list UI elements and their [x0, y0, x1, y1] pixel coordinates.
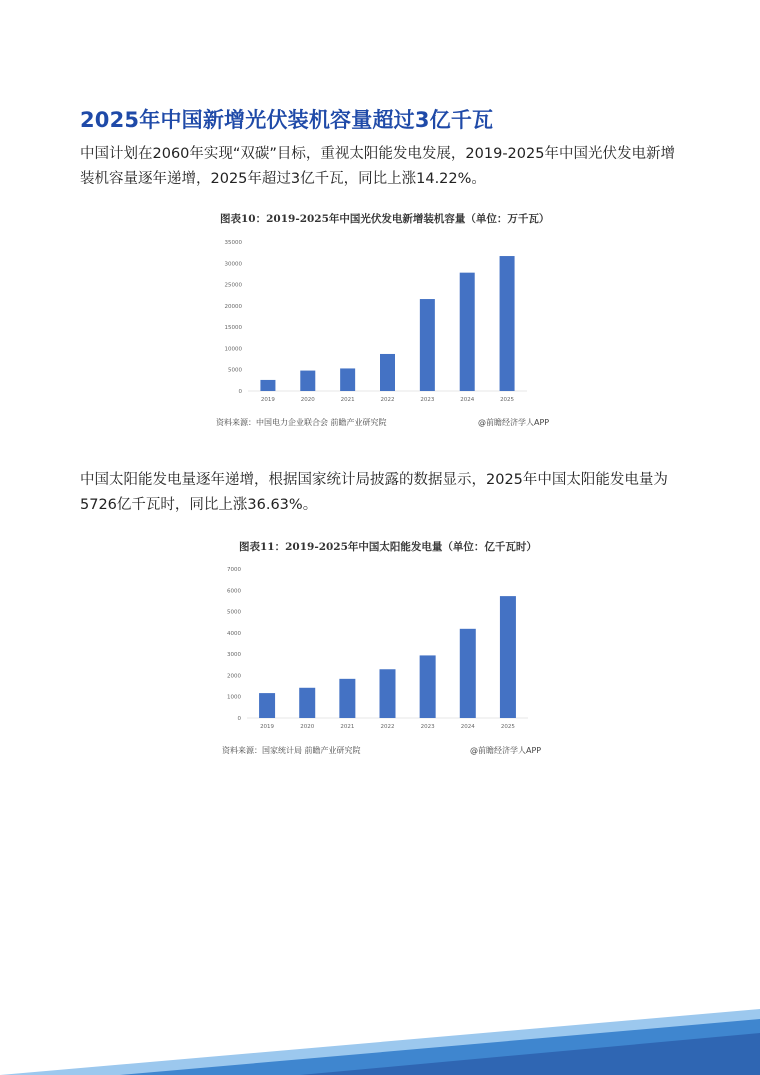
chart2-watermark: @前瞻经济学人APP [470, 746, 542, 755]
y-tick-label: 0 [237, 716, 241, 722]
bar-2024 [460, 273, 475, 391]
bar-2020 [300, 371, 315, 391]
bar-2025 [500, 596, 516, 718]
y-tick-label: 5000 [227, 609, 241, 616]
x-tick-label: 2023 [420, 724, 435, 730]
x-tick-label: 2019 [260, 724, 275, 730]
y-tick-label: 10000 [224, 346, 242, 353]
chart1-source: 资料来源：中国电力企业联合会 前瞻产业研究院 [216, 418, 387, 427]
paragraph-installed-capacity: 中国计划在2060年实现“双碳”目标，重视太阳能发电发展，2019-2025年中国光伏发电新增装机容量逐年递增，2025年超过3亿千瓦，同比上涨14.22%。 [80, 146, 675, 187]
x-tick-label: 2021 [340, 397, 355, 403]
bar-2021 [340, 368, 355, 391]
y-tick-label: 25000 [224, 282, 242, 289]
x-tick-label: 2020 [300, 724, 315, 730]
y-tick-label: 3000 [227, 652, 241, 659]
bar-2024 [460, 629, 476, 718]
y-tick-label: 0 [238, 389, 242, 395]
chart1-installed-capacity [205, 228, 545, 408]
y-tick-label: 20000 [224, 303, 242, 310]
y-tick-label: 2000 [227, 673, 241, 680]
y-tick-label: 15000 [224, 325, 242, 332]
y-tick-label: 5000 [228, 367, 242, 374]
y-tick-label: 4000 [227, 630, 241, 637]
bar-2022 [380, 354, 395, 391]
chart1-title: 图表10：2019-2025年中国光伏发电新增装机容量（单位：万千瓦） [220, 213, 550, 225]
y-tick-label: 35000 [224, 240, 242, 246]
x-tick-label: 2025 [500, 397, 515, 403]
chart2-title: 图表11：2019-2025年中国太阳能发电量（单位：亿千瓦时） [239, 541, 537, 553]
y-tick-label: 7000 [227, 567, 241, 573]
x-tick-label: 2022 [380, 397, 395, 403]
page-title: 2025年中国新增光伏装机容量超过3亿千瓦 [80, 108, 494, 132]
paragraph-generation: 中国太阳能发电量逐年递增，根据国家统计局披露的数据显示，2025年中国太阳能发电量为5726亿千瓦时，同比上涨36.63%。 [80, 472, 668, 513]
y-tick-label: 30000 [224, 261, 242, 268]
footer-decoration [0, 1005, 760, 1075]
chart2-source: 资料来源：国家统计局 前瞻产业研究院 [222, 746, 361, 755]
bar-2023 [420, 299, 435, 391]
bar-2021 [339, 679, 355, 718]
chart1-watermark: @前瞻经济学人APP [478, 418, 550, 427]
bar-2019 [260, 380, 275, 391]
x-tick-label: 2024 [460, 724, 475, 730]
bar-2025 [500, 256, 515, 391]
bar-2019 [259, 693, 275, 718]
x-tick-label: 2020 [300, 397, 315, 403]
x-tick-label: 2024 [460, 397, 475, 403]
y-tick-label: 6000 [227, 588, 241, 595]
bar-2022 [380, 669, 396, 718]
x-tick-label: 2023 [420, 397, 435, 403]
chart2-solar-generation [218, 562, 548, 737]
x-tick-label: 2025 [500, 724, 515, 730]
x-tick-label: 2021 [340, 724, 355, 730]
bar-2020 [299, 688, 315, 718]
y-tick-label: 1000 [227, 694, 241, 701]
bar-2023 [420, 655, 436, 718]
x-tick-label: 2019 [260, 397, 275, 403]
x-tick-label: 2022 [380, 724, 395, 730]
